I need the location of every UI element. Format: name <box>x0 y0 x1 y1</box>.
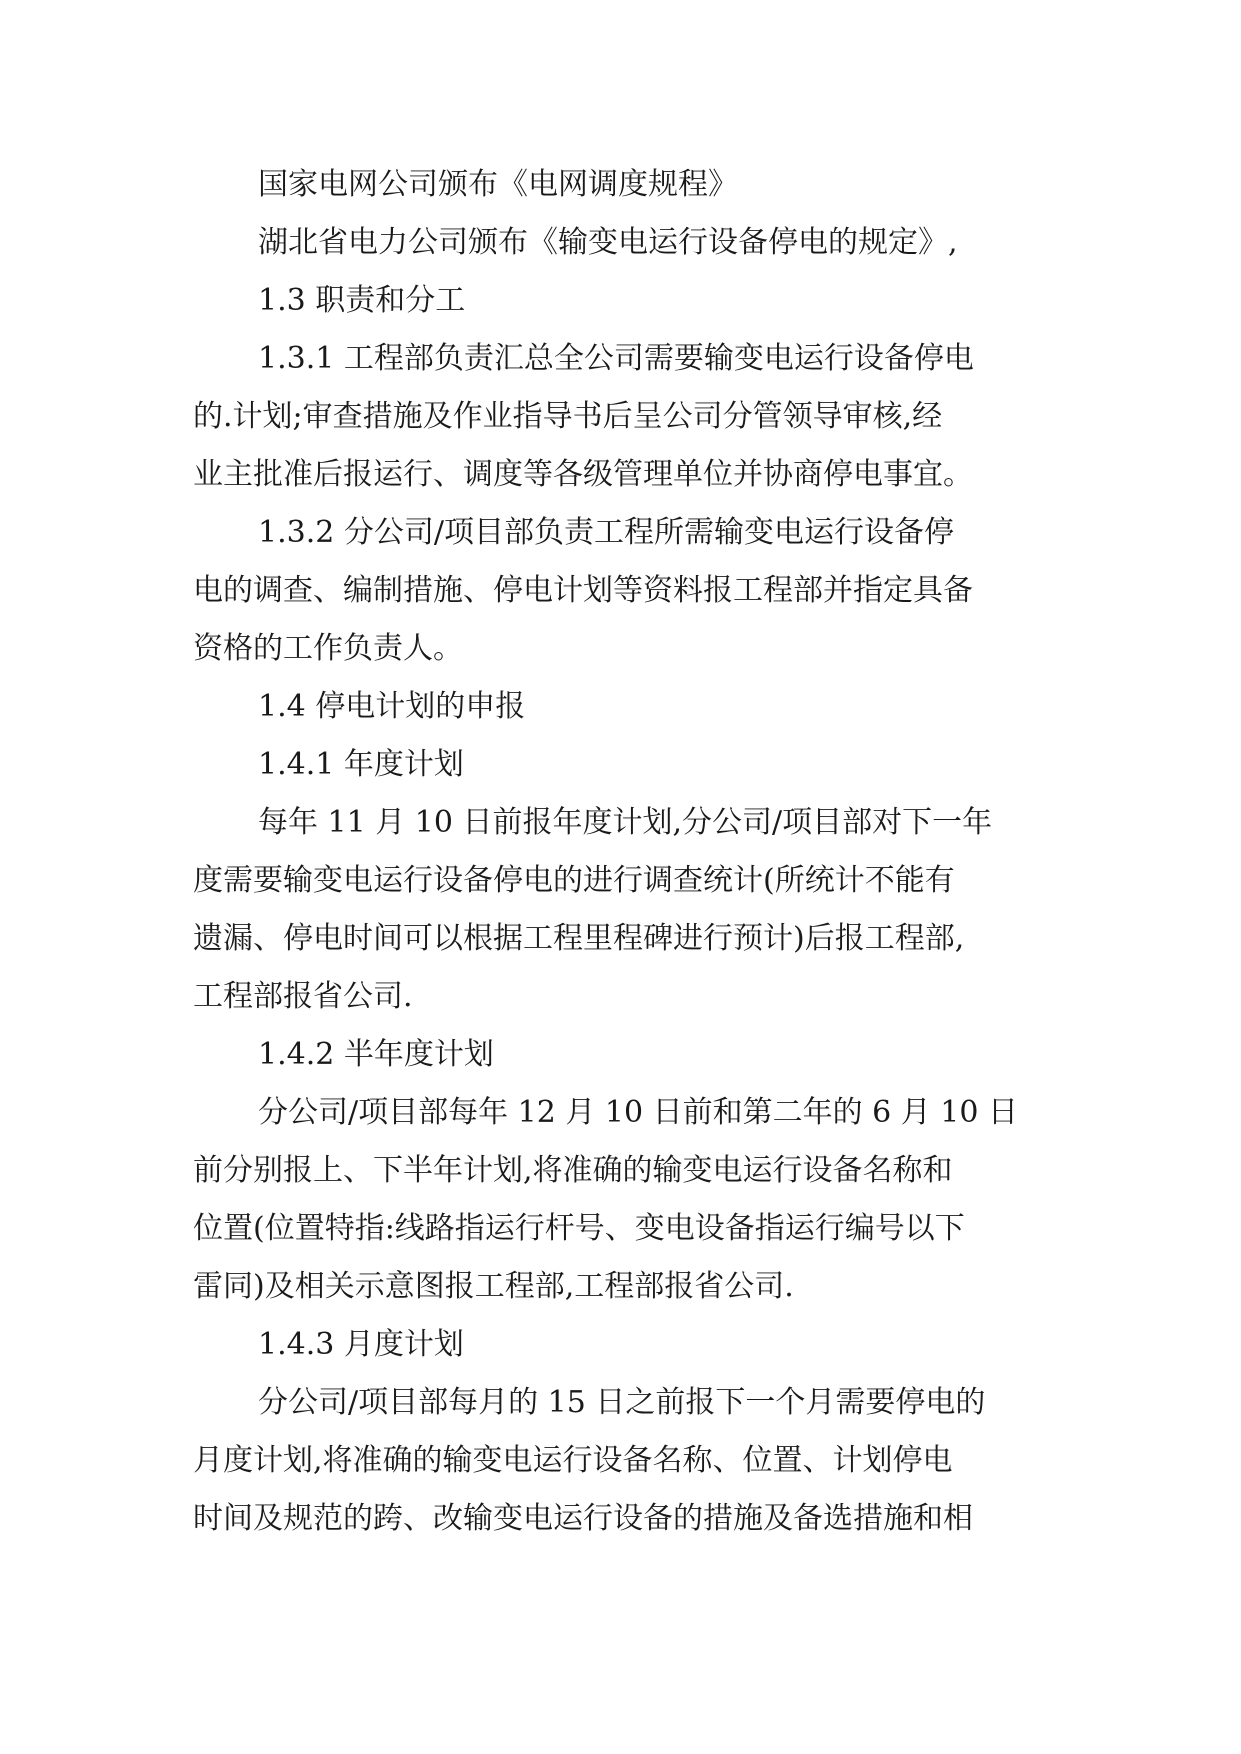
paragraph-1-3-1-line-3: 业主批准后报运行、调度等各级管理单位并协商停电事宜。 <box>193 457 973 492</box>
regulation-line-2: 湖北省电力公司颁布《输变电运行设备停电的规定》, <box>258 225 958 260</box>
paragraph-annual-line-1: 每年 11 月 10 日前报年度计划,分公司/项目部对下一年 <box>258 805 993 840</box>
paragraph-1-3-2-line-2: 电的调查、编制措施、停电计划等资料报工程部并指定具备 <box>193 573 973 608</box>
paragraph-monthly-line-3: 时间及规范的跨、改输变电运行设备的措施及备选措施和相 <box>193 1501 973 1536</box>
paragraph-half-year-line-2: 前分别报上、下半年计划,将准确的输变电运行设备名称和 <box>193 1153 953 1188</box>
paragraph-1-3-1-line-2: 的.计划;审查措施及作业指导书后呈公司分管领导审核,经 <box>193 399 943 434</box>
paragraph-monthly-line-2: 月度计划,将准确的输变电运行设备名称、位置、计划停电 <box>193 1443 953 1478</box>
paragraph-half-year-line-4: 雷同)及相关示意图报工程部,工程部报省公司. <box>193 1269 794 1304</box>
paragraph-1-3-2-line-1: 1.3.2 分公司/项目部负责工程所需输变电运行设备停 <box>258 515 954 550</box>
section-heading-1-4: 1.4 停电计划的申报 <box>258 689 526 724</box>
regulation-line-1: 国家电网公司颁布《电网调度规程》 <box>258 167 738 202</box>
section-heading-1-3: 1.3 职责和分工 <box>258 283 466 318</box>
section-heading-1-4-2: 1.4.2 半年度计划 <box>258 1037 494 1072</box>
paragraph-annual-line-3: 遗漏、停电时间可以根据工程里程碑进行预计)后报工程部, <box>193 921 965 956</box>
section-heading-1-4-1: 1.4.1 年度计划 <box>258 747 464 782</box>
paragraph-half-year-line-3: 位置(位置特指:线路指运行杆号、变电设备指运行编号以下 <box>193 1211 965 1246</box>
section-heading-1-4-3: 1.4.3 月度计划 <box>258 1327 464 1362</box>
paragraph-annual-line-2: 度需要输变电运行设备停电的进行调查统计(所统计不能有 <box>193 863 955 898</box>
paragraph-monthly-line-1: 分公司/项目部每月的 15 日之前报下一个月需要停电的 <box>258 1385 986 1420</box>
paragraph-half-year-line-1: 分公司/项目部每年 12 月 10 日前和第二年的 6 月 10 日 <box>258 1095 1019 1130</box>
paragraph-annual-line-4: 工程部报省公司. <box>193 979 413 1014</box>
paragraph-1-3-1-line-1: 1.3.1 工程部负责汇总全公司需要输变电运行设备停电 <box>258 341 974 376</box>
paragraph-1-3-2-line-3: 资格的工作负责人。 <box>193 631 463 666</box>
